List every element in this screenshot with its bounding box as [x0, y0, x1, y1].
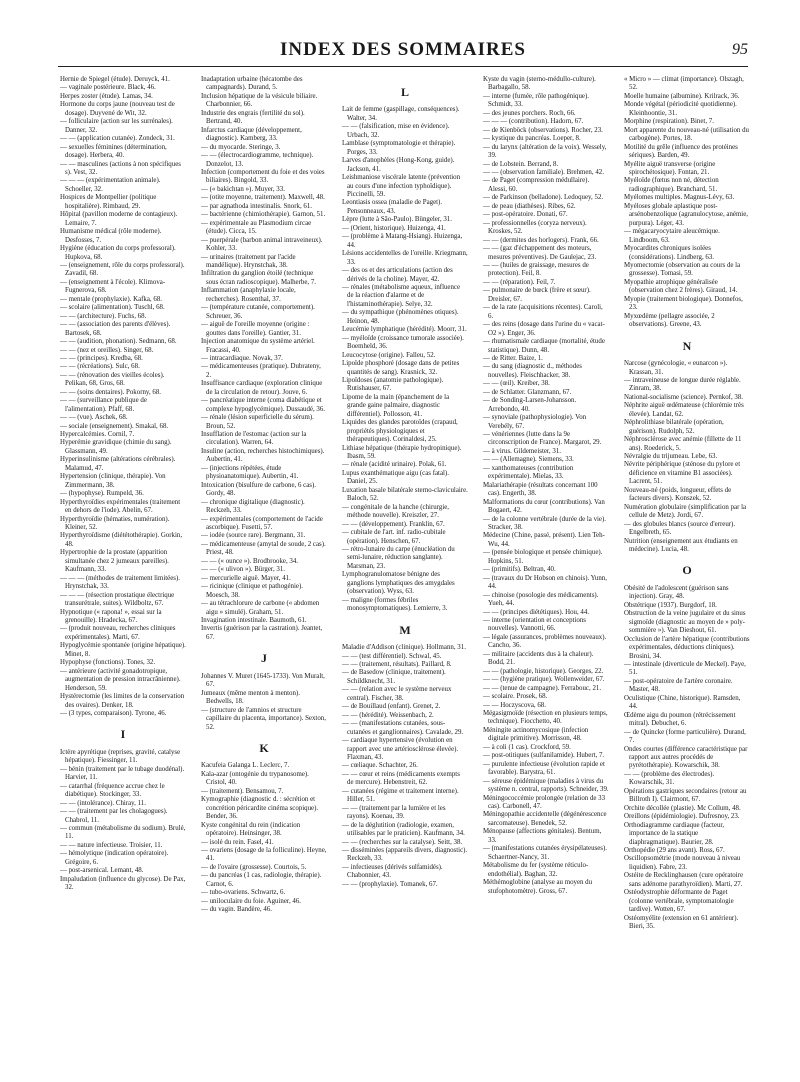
index-entry: Mort apparente du nouveau-né (utilisation du carbogène). Portes, 18.	[624, 126, 749, 143]
section-letter: K	[259, 740, 269, 755]
index-entry: — des os et des articulations (action des dérivés de la choline). Mayer, 42.	[342, 267, 453, 283]
index-entry: Lipoïdoses (anatomie pathologique). Rutishauser, 67.	[342, 376, 444, 393]
index-entry: — — (principes). Kredba, 68.	[60, 354, 143, 362]
index-entry: — — (réparation). Feil, 7.	[483, 278, 556, 286]
index-entry: — — (hérédité). Weissenbach, 2.	[342, 711, 434, 719]
index-entry: — de la rate (acquisitions récentes). Caroli, 6.	[483, 304, 603, 320]
index-entry: — — — (expérimentation animale). Schoeller, 32.	[60, 177, 161, 193]
index-entry: — — (problème des électrodes). Kowarschik, 31.	[624, 770, 715, 787]
index-entry: Névralgie du trijumeau. Lebe, 63.	[624, 453, 718, 461]
index-entry: Kyste congénital du rein (indication opératoire). Heinsinger, 38.	[201, 821, 301, 838]
index-column-5	[624, 76, 750, 1071]
index-entry: — des reins (dosage dans l'urine du « vacat-O2 »). Enger, 36.	[483, 321, 605, 337]
index-entry: Kyste du vagin (sterno-médullo-culture). Barbagallo, 58.	[483, 76, 596, 92]
page-number: 95	[732, 41, 748, 58]
index-entry: Hyperthyroïdie (hématies, numération). Kleiner, 52.	[60, 515, 170, 532]
index-entry: — rénales (métabolisme aqueux, influence de la réaction d'alarme et de l'histaminothérapie). Selye, 32.	[342, 283, 461, 308]
index-entry: — (primitifs). Beltran, 40.	[483, 566, 556, 574]
index-entry: — intraveineuse de longue durée réglable. Zinram, 38.	[624, 376, 741, 393]
index-entry: Inadaptation urbaine (hécatombe des campagnards). Durand, 5.	[201, 76, 303, 92]
index-entry: — — (« ounce »). Brodbrooke, 34.	[201, 557, 299, 565]
index-entry: — de Ritter. Baize, 1.	[483, 354, 543, 362]
index-entry: — à virus. Gildemeister, 31.	[483, 447, 561, 455]
index-entry: Numération globulaire (simplification par la cellule de Metz). Jordi, 67.	[624, 503, 747, 520]
index-entry: — purulente infectieuse (évolution rapide et favorable). Barystra, 61.	[483, 760, 605, 777]
index-entry: Orthodiagramme cardiaque (facteur, importance de la statique diaphragmatique). Baurier, 28.	[624, 821, 725, 846]
index-entry: — sociale (enseignement). Smakal, 68.	[60, 422, 169, 430]
index-entry: — — (prophylaxie). Tomanek, 67.	[342, 880, 438, 888]
index-entry: — cutanées (régime et traitement interne). Hiller, 51.	[342, 787, 459, 804]
index-entry: Hyperthyroïdies expérimentales (traitement en dehors de l'iode). Abelin, 67.	[60, 498, 181, 515]
index-entry: — — cœur et reins (médicaments exempts de mercure). Hebenstreit, 62.	[342, 770, 460, 787]
index-entry: — — (application cutanée). Zondeck, 31.	[60, 135, 175, 143]
index-entry: Myocardites chroniques isolées (considérations). Lindberg, 63.	[624, 245, 715, 261]
index-entry: — isolé du rein. Fasel, 41.	[201, 838, 274, 846]
index-entry: — de Basedow (clinique, traitement). Schildknecht, 31.	[342, 669, 446, 685]
index-entry: — — (nez et oreilles). Singer, 68.	[60, 346, 154, 354]
index-entry: Jumeaux (même menton à menton). Bedwells, 18.	[201, 689, 300, 706]
index-entry: « Micro » — climat (importance). Olszagh, 52.	[624, 76, 744, 92]
index-entry: Méningopathie accidentelle (dégénérescence sarcomateuse). Benedek, 52.	[483, 811, 607, 827]
index-entry: — (enseignement à l'école). Klimova-Fugnerova, 68.	[60, 278, 166, 295]
index-entry: — iodée (source rare). Bergmann, 31.	[201, 532, 306, 540]
index-entry: Néphrosclérose avec anémie (fillette de 11 ans). Roederick, 5.	[624, 436, 742, 452]
index-entry: — vaginale postérieure. Black, 46.	[60, 84, 156, 92]
index-entry: Industrie des engrais (fertilité du sol). Bertrand, 40.	[201, 109, 305, 126]
index-entry: — cardiaque hypertensive (évolution en rapport avec une artériosclérose élevée). Flaxman, 43.	[342, 737, 459, 761]
index-entry: — (pensée biologique et pensée chimique). Hopkins, 51.	[483, 549, 603, 565]
index-entry: Oculistique (Chine, historique). Ramsden, 44.	[624, 694, 741, 711]
index-entry: Monde végétal (périodicité quotidienne). Kleinhoontie, 31.	[624, 101, 737, 117]
index-entry: — vénériennes (lutte dans la 9e circonscription de France). Margarot, 29.	[483, 431, 602, 447]
index-entry: Invagination intestinale. Baumoth, 61.	[201, 617, 307, 624]
index-entry: Nutrition (enseignement aux étudiants en médecine). Lucia, 48.	[624, 537, 738, 554]
index-entry: — (Orient, historique). Huizenga, 41.	[342, 224, 446, 232]
index-columns	[60, 76, 750, 1071]
index-entry: — — (soins dentaires). Pokorny, 68.	[60, 388, 161, 396]
index-entry: — de Sonding-Larsen-Johansson. Arrebondo, 40.	[483, 397, 577, 413]
index-entry: — — (audition, phonation). Sedmann, 68.	[60, 338, 177, 346]
section-letter: I	[120, 727, 126, 742]
index-entry: — (injections répétées, étude physioanatomique). Aubertin, 41.	[201, 464, 299, 481]
index-entry: — — — (contribution). Hadorn, 67.	[483, 118, 584, 126]
index-entry: Myéloïde (fœtus non né, détection radiographique). Branchard, 51.	[624, 177, 719, 193]
index-entry: Obstétrique (1937). Burgdorf, 18.	[624, 601, 717, 609]
index-entry: Hygiène (éducation du corps professoral). Hupkova, 68.	[60, 245, 176, 261]
index-entry: Hypertension (clinique, thérapie). Von Zimmermann, 38.	[60, 473, 166, 489]
index-entry: — par agnathoda intestinalis. Snork, 61.	[201, 202, 312, 210]
index-entry: Méningococcémie prolongée (relation de 33 cas). Carbonell, 47.	[483, 794, 606, 810]
index-entry: Moelle humaine (albumine). Krilrack, 36.	[624, 92, 740, 100]
index-entry: — de Kienböck (observations). Rocher, 23.	[483, 126, 603, 134]
index-entry: Méthémoglobine (analyse au moyen du stufophotomètre). Gross, 67.	[483, 879, 593, 895]
index-entry: Obésité de l'adolescent (guérison sans injection). Gray, 48.	[624, 584, 729, 601]
index-entry: — — (œil). Kreiber, 38.	[483, 380, 550, 388]
index-entry: Orthopédie (29 ans avant). Ross, 67.	[624, 846, 725, 854]
index-entry: — — (récréations). Sulc, 68.	[60, 363, 140, 371]
index-entry: Hyperthyroïdisme (diététothérapie). Gorkin, 48.	[60, 532, 183, 548]
index-entry: Injection anatomique du système artériel. Fracassi, 40.	[201, 338, 315, 354]
index-entry: — (3 types, comparaison). Tyrone, 46.	[60, 709, 167, 717]
index-entry: — bactérienne (chimiothérapie). Garnon, 51.	[201, 211, 326, 219]
index-entry: — mercurielle aiguë. Mayer, 41.	[201, 574, 291, 582]
index-entry: Lait de femme (gaspillage, conséquences). Walter, 34.	[342, 106, 460, 122]
index-entry: — (« bakichtan »). Muyer, 33.	[201, 185, 285, 193]
index-entry: — rétro-lunaire du carpe (énucléation du semi-lunaire, réduction sanglante). Marsman, 23.	[342, 546, 455, 570]
index-entry: — — Hoczyscova, 68.	[483, 701, 546, 709]
index-entry: Lipome de la main (épanchement de la grande gaine palmaire, diagnostic différentiel). Pollosson, 41.	[342, 393, 450, 418]
index-entry: Johannes V. Muret (1645-1733). Von Muralt, 67.	[201, 672, 325, 689]
index-entry: — de Quincke (forme particulière). Durand, 7.	[624, 728, 746, 745]
index-entry: — — (recherches sur la catalyse). Seitt, 38.	[342, 838, 463, 846]
index-entry: — myéloïde (croissance tumorale associée). Boemheld, 36.	[342, 334, 464, 351]
index-title: INDEX DES SOMMAIRES	[280, 39, 526, 60]
index-entry: — — (hygiène pratique). Wollenweider, 67.	[483, 676, 605, 684]
index-entry: — (enseignement, rôle du corps professoral). Zavadil, 68.	[60, 261, 185, 278]
index-entry: Motilité du grêle (influence des protéines sériques). Barden, 49.	[624, 143, 738, 160]
index-entry: Néphrolithiase bilatérale (opération, guérison). Rudolph, 52.	[624, 419, 724, 435]
index-entry: Œdème aigu du poumon (rétrécissement mitral). Debuchet, 6.	[624, 711, 736, 728]
index-entry: Ostéite de Recklinghausen (cure opératoire sans adénome parathyroïdien). Marti, 27.	[624, 872, 744, 888]
index-entry: — intestinale (diverticule de Meckel). Paye, 51.	[624, 661, 746, 677]
index-entry: Myélite aiguë transverse (origine spirochétosique). Fontan, 21.	[624, 160, 716, 176]
index-entry: — — (architecture). Fuchs, 68.	[60, 312, 147, 320]
index-entry: — médicamenteuse (amytal de soude, 2 cas). Priest, 48.	[201, 540, 326, 557]
index-entry: Hyperémie gravidique (chimie du sang). Glassmann, 49.	[60, 439, 172, 455]
index-entry: — ovariens (dosage de la folliculine). Heyne, 41.	[201, 846, 327, 863]
index-entry: — folliculaire (action sur les surrénales). Danner, 32.	[60, 118, 173, 134]
index-entry: — hémolytique (indication opératoire). Grégoire, 6.	[60, 850, 169, 866]
index-column-2	[201, 76, 327, 1071]
index-entry: Impaludation (influence du glycose). De Pax, 32.	[60, 875, 186, 892]
index-entry: — sexuelles féminines (détermination, dosage). Herbera, 40.	[60, 143, 167, 160]
index-entry: Opérations gastriques secondaires (retour au Billroth I). Clairmont, 67.	[624, 787, 747, 804]
index-entry: — xanthomateuses (contribution expérimentale). Mielas, 33.	[483, 464, 574, 481]
index-entry: Myélomes multiples. Magnus-Lévy, 63.	[624, 194, 735, 202]
index-entry: Infiltration du ganglion étoilé (technique sous écran radioscopique). Malherbe, 7.	[201, 270, 317, 286]
index-entry: Hypophyse (fonctions). Tones, 32.	[60, 659, 156, 667]
index-entry: Lithiase hépatique (thérapie hydropinique). Ibasm, 59.	[342, 444, 462, 461]
index-entry: — cubitale de l'art. inf. radio-cubitale (opération). Henschen, 67.	[342, 529, 446, 545]
index-entry: Lymphogranulomatose bénigne des ganglions lymphatiques des amygdales (observation). Wyss, 63.	[342, 571, 455, 596]
index-entry: National-socialisme (science). Pernkof, 38.	[624, 393, 744, 401]
index-entry: — — (tenue de campagne). Ferrabouc, 21.	[483, 684, 602, 692]
index-entry: Herpes zoster (étude). Lamas, 34.	[60, 92, 153, 100]
index-entry: Infarctus cardiaque (développement, diagnostic). Kamberg, 33.	[201, 126, 302, 143]
index-entry: — médicamenteuses (pratique). Dubrateny, 2.	[201, 363, 321, 379]
index-entry: — (manifestations cutanées érysipélateuses). Schaertner-Nancy, 31.	[483, 845, 607, 861]
index-entry: — de Bouillaud (enfant). Grenet, 2.	[342, 703, 441, 711]
index-entry: — militaire (accidents dus à la chaleur). Bodd, 21.	[483, 650, 594, 667]
index-entry: Obstruction de la veine jugulaire et du sinus sigmoïde (diagnostic au moyen de » poly-sommière »). Van Dieshout, 61.	[624, 610, 746, 635]
index-entry: — — — (méthodes de traitement limitées). Hrynstchak, 33.	[60, 574, 180, 591]
index-entry: Kymographie (diagnostic d. : sécrétion et concrétion péricardite cinéma scopique). Bender, 36.	[201, 796, 319, 821]
index-entry: Myopie (traitement biologique). Donnefos, 23.	[624, 295, 743, 312]
index-entry: Lipoïde phosphoré (dosage dans de petites quantités de sang). Krasnick, 32.	[342, 360, 460, 376]
index-entry: Larves d'anophèles (Hong-Kong, guide). Jackson, 41.	[342, 157, 455, 173]
index-entry: — urinaires (traitement par l'acide mandélique). Hrynstchak, 38.	[201, 253, 296, 269]
index-entry: — de peau (diathèses). Ribes, 62.	[483, 202, 576, 210]
index-entry: — de la déglutition (radiologie, examen, utilisables par le praticien). Kaufmann, 34.	[342, 821, 465, 838]
index-entry: Myxœdème (pellagre associée, 2 observations). Greene, 43.	[624, 312, 715, 329]
index-entry: — commun (métabolisme du sodium). Brulé, 11.	[60, 824, 186, 841]
section-letter: O	[682, 563, 692, 578]
index-entry: — — (vue). Aschek, 68.	[60, 414, 128, 422]
index-entry: — — (traitement par la lumière et les rayons). Koenau, 39.	[342, 804, 446, 821]
index-entry: Leishmaniose viscérale latente (prévention au cours d'une infection typhoïdique). Piccinelli, 59.	[342, 174, 461, 198]
index-entry: — séreuse épidémique (maladies à virus du système n. central, rapports). Schneider, 39.	[483, 777, 609, 794]
index-entry: Lésions accidentelles de l'oreille. Kriegmann, 33.	[342, 250, 468, 266]
index-entry: — (température cutanée, comportement). Schreuer, 36.	[201, 304, 315, 320]
index-entry: Lèpre (lutte à São-Paulo). Büngeler, 31.	[342, 216, 452, 224]
index-entry: — — masculines (actions à non spécifiques s). Vest, 32.	[60, 160, 181, 176]
index-entry: — post-opératoire. Donati, 67.	[483, 211, 568, 219]
index-entry: — — (développement). Franklin, 67.	[342, 520, 445, 528]
index-entry: Oreillons (épidémiologie). Dufresnoy, 23.	[624, 813, 740, 821]
index-entry: — — (traitement par les cholagogues). Chabrol, 11.	[60, 808, 168, 824]
index-entry: — à coli (1 cas). Crockford, 59.	[483, 743, 571, 751]
index-entry: — congénitale de la hanche (chirurgie, méthode nouvelle). Kreiszler, 27.	[342, 503, 450, 520]
index-entry: — post-opératoire de l'artère coronaire. Master, 48.	[624, 677, 733, 694]
index-entry: Médecine (Chine, passé, présent). Lien Teh-Wu, 44.	[483, 532, 605, 548]
index-entry: — infectieuses (dérivés sulfamidés). Chabonnier, 43.	[342, 863, 443, 880]
index-entry: Hyperinsulinisme (altérations cérébrales). Malamud, 47.	[60, 456, 176, 472]
index-entry: Hypnotique (« rapona! », essai sur la grenouille). Hradecka, 67.	[60, 608, 162, 624]
index-entry: Ostéomyélite (extension en 61 antérieur). Bieri, 35.	[624, 914, 739, 931]
index-entry: — des globules blancs (source d'erreur). Engelbreth, 65.	[624, 520, 736, 537]
index-entry: — — (Allemagne). Siemens, 33.	[483, 456, 574, 464]
index-entry: — rénale (lésion superficielle du sérum). Broun, 52.	[201, 414, 314, 430]
index-entry: — antérieure (activité gonadotropique, augmentation de pression intracrânienne). Henderson, 59.	[60, 667, 181, 692]
index-entry: — du pancréas (1 cas, radiologie, thérapie). Carnot, 6.	[201, 872, 322, 888]
index-column-1	[60, 76, 186, 1071]
index-entry: Malariathérapie (résultats concernant 100 cas). Engerth, 38.	[483, 481, 598, 498]
index-entry: — expérimentales (comportement de l'acide ascorbique). Fusetti, 57.	[201, 515, 323, 532]
index-column-4	[483, 76, 609, 1071]
index-entry: Occlusion de l'artère hépatique (contributions expérimentales, déductions cliniques). Brosini, 34.	[624, 635, 750, 660]
index-entry: — — (association des parents d'élèves). Bartosek, 68.	[60, 321, 171, 337]
index-entry: — interne (fumée, rôle pathogénique). Schmidt, 33.	[483, 92, 589, 109]
section-letter: J	[261, 651, 267, 666]
index-entry: Myomectomie (observation au cours de la grossesse). Tomasi, 59.	[624, 261, 741, 278]
index-entry: — du myocarde. Steringe, 3.	[201, 143, 281, 151]
index-entry: — — (test différentiel). Schwal, 45.	[342, 652, 442, 660]
index-entry: — tubo-ovariens. Schwartz, 6.	[201, 889, 286, 897]
index-entry: Invertis (guérison par la castration). Jeantet, 67.	[201, 625, 323, 641]
section-letter: N	[682, 338, 692, 353]
index-entry: — — — (résection prostatique électrique transurétrale, suites). Wildboltz, 67.	[60, 591, 175, 608]
index-entry: — intracardiaque. Novak, 37.	[201, 354, 283, 362]
index-entry: Leucocytose (origine). Falleu, 52.	[342, 351, 436, 359]
index-entry: Leontiasis ossea (maladie de Paget). Pensonneaux, 43.	[342, 199, 443, 215]
index-entry: — — (principes diététiques). Hou, 44.	[483, 608, 590, 616]
index-entry: — aiguë de l'oreille moyenne (origine : gouttes dans l'oreille). Gantier, 31.	[201, 321, 310, 337]
index-entry: Morphine (respiration). Binet, 7.	[624, 118, 714, 126]
index-entry: Kacufeia Galanga L. Leclerc, 7.	[201, 762, 290, 770]
index-entry: — bénin (traitement par le tubage duodénal). Harvier, 11.	[60, 765, 185, 782]
index-entry: Insufflation de l'estomac (action sur la circulation). Warren, 64.	[201, 431, 307, 447]
index-entry: Humanisme médical (rôle moderne). Desfosses, 7.	[60, 228, 162, 244]
index-entry: — chronique digitalique (diagnostic). Reckzeh, 33.	[201, 498, 305, 515]
index-entry: Névrite périphérique (sténose du pylore et déficience en vitamine B1 associées). Lacrent, 51.	[624, 461, 741, 486]
section-letter: L	[400, 85, 409, 99]
index-entry: Myopathie atrophique généralisée (observation chez 2 frères). Giraud, 14.	[624, 278, 738, 295]
index-entry: Ictère apyrétique (reprises, gravité, catalyse hépatique). Fiessinger, 11.	[60, 748, 181, 765]
index-entry: — du larynx (altération de la voix). Wessely, 39.	[483, 143, 607, 160]
index-entry: — rénale (acidité urinaire). Polak, 61.	[342, 461, 447, 469]
index-entry: — du sympathique (phénomènes otiques). Heinon, 48.	[342, 309, 459, 325]
index-entry: — (produit nouveau, recherches cliniques expérimentales). Marti, 67.	[60, 625, 176, 641]
index-entry: — de l'ovaire (grossesse). Courtois, 5.	[201, 863, 307, 871]
index-entry: — — (rénovation des vieilles écoles). Pelikan, 68, Gros, 68.	[60, 371, 165, 388]
index-entry: — post-otitiques (sulfanilamide). Hubert, 7.	[483, 752, 605, 760]
index-entry: — — (traitement, résultats). Paillard, 8.	[342, 661, 452, 668]
index-entry: — professionnelles (coryza nerveux). Kroskes, 52.	[483, 219, 587, 236]
index-entry: — mentale (prophylaxie). Kafka, 68.	[60, 295, 162, 303]
index-entry: — (travaux du Dr Hobson en chinois). Yunn, 44.	[483, 574, 607, 591]
index-entry: — rhumatismale cardiaque (mortalité, étude statistique). Dunn, 48.	[483, 338, 605, 354]
index-entry: Lamblase (symptomatologie et thérapie). Porges, 33.	[342, 140, 456, 156]
index-entry: Hôpital (pavillon moderne de contagieux). Lemaire, 7.	[60, 211, 178, 227]
index-entry: — puerpérale (barbon animal intraveineux). Kohler, 33.	[201, 236, 323, 253]
index-entry: — de Parkinson (belladone). Ledoquey, 52.	[483, 194, 604, 202]
index-entry: Insuffisance cardiaque (exploration clinique de la circulation de retour). Jouve, 6.	[201, 380, 323, 396]
index-entry: — (hypophyse). Rumpeld, 36.	[60, 490, 144, 498]
index-entry: — chinoise (posologie des médicaments). Yueh, 44.	[483, 591, 599, 608]
index-entry: — maligne (formes fébriles monosymptomatiques). Lemierre, 3.	[342, 596, 448, 613]
index-entry: Hypercalcémies. Cornil, 7.	[60, 431, 135, 439]
index-entry: Métabolisme du fer (système réticulo-endothélial). Baghan, 32.	[483, 862, 589, 878]
section-letter: M	[399, 622, 411, 637]
index-entry: Leucémie lymphatique (hérédité). Moorr, 31.	[342, 326, 467, 334]
index-entry: Maladie d'Addison (clinique). Hollmann, 31.	[342, 644, 466, 652]
index-entry: — — (pathologie, historique). Georges, 22.	[483, 667, 604, 675]
index-entry: — — (huiles de graissage, mesures de protection). Feil, 8.	[483, 261, 589, 278]
index-entry: Luxation basale bilatérale sterno-claviculaire. Baloch, 52.	[342, 486, 468, 503]
index-entry: Infection (comportement du foie et des voies biliaires). Bingold, 33.	[201, 168, 325, 185]
index-entry: — (structure de l'amnios et structure capillaire du placenta, importance). Sexton, 52.	[201, 706, 326, 731]
index-entry: Lupus exanthématique aigu (cas fatal). Daniel, 25.	[342, 469, 449, 486]
index-entry: Liquides des glandes parotoïdes (crapaud, propriétés physiologiques et thérapeutiques). Corinaldesi, 25.	[342, 419, 458, 444]
index-entry: Myéloses globale aplastique post-arsénobenzolique (agranulocytose, anémie, purpura). Léger, 43.	[624, 202, 749, 227]
index-entry: — — (relation avec le système nerveux central). Fischer, 38.	[342, 686, 452, 702]
index-entry: — de Schlatter. Glanzmann, 67.	[483, 388, 572, 396]
header-rule	[58, 66, 748, 67]
index-entry: Orchite décollée (plastie). Mc Collum, 48.	[624, 804, 741, 812]
index-entry: — ricinique (clinique et pathogénie). Moesch, 38.	[201, 583, 303, 599]
index-entry: Hernie de Spiegel (étude). Deruyck, 41.	[60, 76, 170, 83]
index-entry: Ostéodystrophie déformante de Paget (colonne vertébrale, symptomatologie tardive). Wotten, 67.	[624, 889, 734, 914]
index-entry: — — (observation familiale). Brehmen, 42.	[483, 168, 604, 176]
index-entry: — scolaire. Prosek, 68.	[483, 693, 548, 701]
index-column-3	[342, 76, 468, 1071]
index-entry: Hystérectomie (les limites de la conservation des ovaires). Denker, 18.	[60, 693, 185, 709]
index-entry: Kala-azar (ontogénie du trypanosome). Cristol, 40.	[201, 770, 309, 787]
index-entry: — mégacaryocytaire aleucémique. Lindboom, 63.	[624, 228, 720, 244]
page-header	[58, 36, 748, 64]
index-entry: — de la colonne vertébrale (durée de la vie). Stracker, 38.	[483, 515, 607, 532]
index-entry: Inclusion hépatique de la vésicule biliaire. Charbonnier, 66.	[201, 92, 318, 109]
index-entry: — pancréatique interne (coma diabétique et complexe hypoglycémique). Dussaudé, 36.	[201, 397, 326, 413]
index-entry: — au tétrachlorure de carbone (« abdomen aigu » simulé). Graham, 51.	[201, 600, 320, 616]
index-entry: — uniloculaire du foie. Aguiner, 46.	[201, 897, 301, 905]
index-entry: Nouveau-né (poids, longueur, effets de facteurs divers). Konszek, 52.	[624, 486, 732, 503]
index-entry: Oscillopsométrie (mode nouveau à niveau liquidien). Fabre, 23.	[624, 855, 741, 871]
index-entry: — catarrhal (fréquence accrue chez le diabétique). Stockinger, 33.	[60, 782, 165, 799]
index-entry: — post-arsenical. Lemant, 48.	[60, 867, 144, 875]
index-entry: Insuline (action, recherches histochimiques). Aubertin, 41.	[201, 447, 325, 464]
index-entry: — synoviale (pathophysiologie). Von Verebély, 67.	[483, 414, 587, 430]
index-entry: — du sang (diagnostic d., méthodes nouvelles). Fleischhacker, 38.	[483, 363, 582, 379]
index-entry: — — (intolérance). Chiray, 11.	[60, 799, 146, 807]
index-entry: — — (électrocardiogramme, technique). Donzelot, 13.	[201, 152, 314, 168]
index-entry: — — (gaz d'échappement des moteurs, mesures préventives). De Gaulejac, 23.	[483, 245, 597, 261]
index-entry: — disséminées (appareils divers, diagnostic). Reckzeh, 33.	[342, 846, 468, 863]
index-entry: — — (surveillance publique de l'alimentation). Pfaff, 68.	[60, 397, 147, 413]
index-entry: — — (manifestations cutanées, sous-cutanées et ganglionnaires). Cavalade, 29.	[342, 720, 464, 736]
index-entry: Hormone du corps jaune (nouveau test de dosage). Duyvené de Wit, 32.	[60, 101, 175, 117]
index-entry: — kystique du pancréas. Loeper, 8.	[483, 135, 581, 143]
index-entry: Hospices de Montpellier (politique hospitalière). Rimbaud, 29.	[60, 194, 157, 210]
index-entry: Ondes courtes (différence caractéristique par rapport aux autres procédés de pyrétothérapie). Kowarschik, 38.	[624, 745, 748, 770]
index-entry: — (otite moyenne, traitement). Maxwell, 48.	[201, 194, 325, 202]
index-entry: Narcose (gynécologie, « eunarcon »). Krassan, 31.	[624, 360, 728, 376]
index-entry: Néphrite aiguë œdémateuse (chlorémie très élevée). Landat, 62.	[624, 402, 744, 418]
index-entry: — de Lobstein. Berrand, 8.	[483, 160, 559, 168]
index-entry: — du vagin. Bandère, 46.	[201, 906, 272, 914]
index-entry: — des jeunes porchers. Roch, 66.	[483, 109, 576, 117]
index-entry: Ménopause (affections génitales). Bentum, 33.	[483, 828, 602, 844]
index-entry: — pulmonaire de bœck (frère et sœur). Dreisler, 67.	[483, 287, 591, 303]
index-entry: Inflammation (anaphylaxie locale, recherches). Rosenthal, 37.	[201, 287, 296, 303]
index-entry: Hypertrophie de la prostate (apparition simultanée chez 2 jumeaux pareilles). Kaufmann, 33.	[60, 549, 169, 574]
index-entry: — (problème à Matang-Hsiang). Huizenga, 44.	[342, 233, 463, 249]
index-entry: Malformations du cœur (contributions). Van Bogaert, 42.	[483, 498, 605, 515]
index-entry: Mégasigmoïde (résection en plusieurs temps, technique). Fiocchetto, 40.	[483, 709, 608, 726]
index-entry: Intoxication (bisulfure de carbone, 6 cas). Gordy, 48.	[201, 481, 316, 498]
index-entry: — — (« ulivon »). Bürger, 31.	[201, 566, 285, 574]
index-entry: Hypoglycémie spontanée (origine hépatique). Minet, 8.	[60, 642, 186, 658]
index-entry: — — nature infectieuse. Troisier, 11.	[60, 841, 163, 849]
index-entry: Méningite actinomycosique (infection digitale primitive). Morrisson, 48.	[483, 726, 589, 743]
index-entry: — (traitement). Bensamou, 7.	[201, 787, 284, 795]
index-entry: — de Paget (compression médullaire). Alessi, 60.	[483, 177, 590, 193]
index-entry: — interne (orientation et conceptions nouvelles). Vannotti, 66.	[483, 617, 586, 633]
index-entry: — cœliaque. Schachter, 26.	[342, 762, 418, 770]
index-entry: — — (dermites des horlogers). Frank, 66.	[483, 236, 599, 244]
index-entry: — légale (assurances, problèmes nouveaux). Cancho, 36.	[483, 633, 607, 650]
index-entry: — scolaire (alimentation). Tuschl, 68.	[60, 304, 165, 312]
index-entry: — — (falsification, mise en évidence). Urbach, 32.	[342, 123, 450, 139]
index-entry: — expérimentale au Plasmodium circae (étude). Cicca, 15.	[201, 219, 312, 236]
